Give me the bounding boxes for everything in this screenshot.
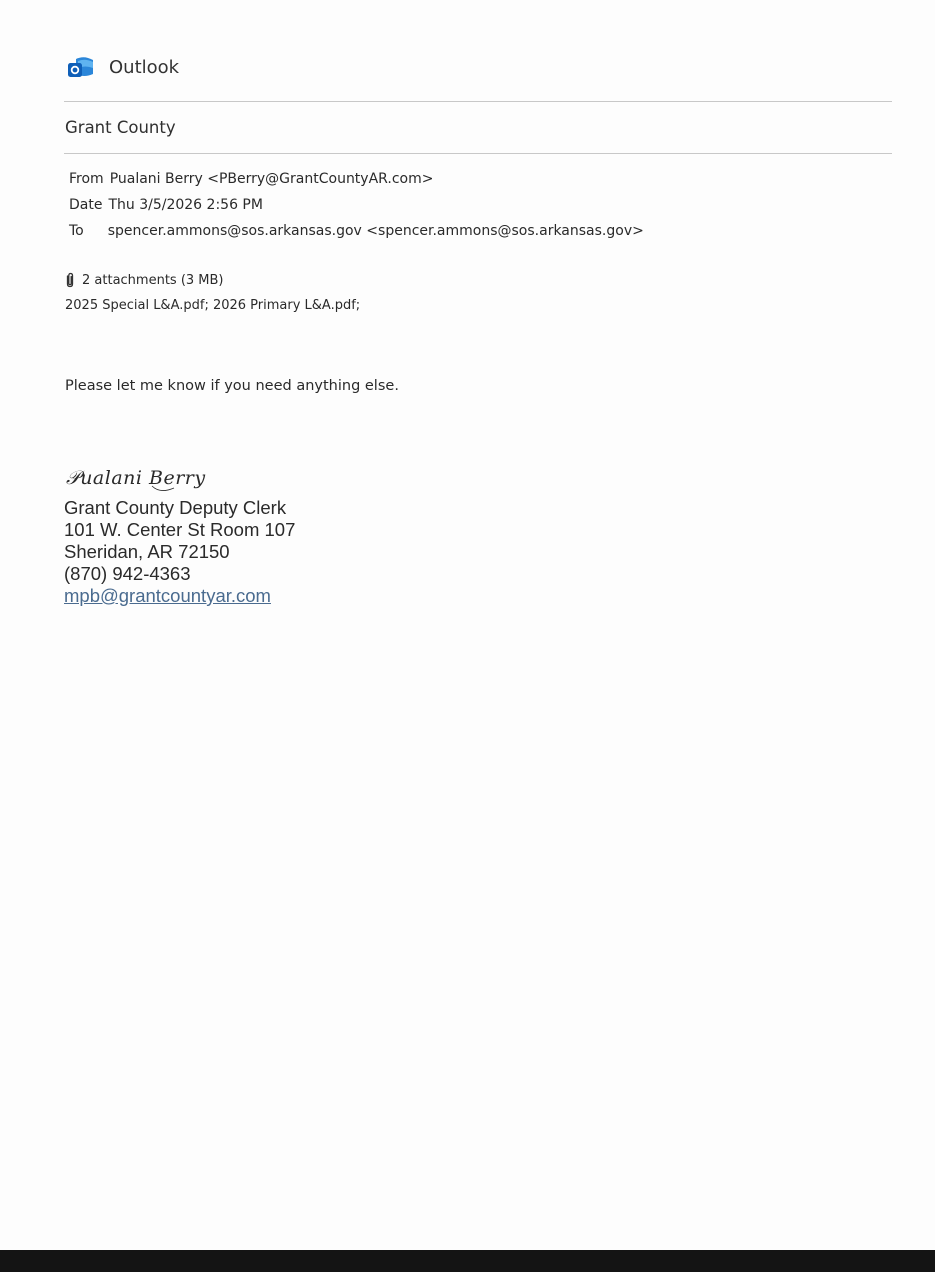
signature-address-line1: 101 W. Center St Room 107	[64, 519, 296, 540]
email-body: Please let me know if you need anything else.	[65, 378, 399, 394]
signature-phone: (870) 942-4363	[64, 563, 191, 584]
from-row	[69, 171, 433, 187]
date-label: Date	[69, 197, 103, 213]
outlook-logo-icon	[66, 52, 96, 82]
signature-address-line2: Sheridan, AR 72150	[64, 541, 230, 562]
to-label: To	[69, 223, 84, 239]
bottom-bar	[0, 1250, 935, 1272]
subject-divider	[64, 153, 892, 154]
signature-block	[64, 497, 295, 607]
app-name: Outlook	[109, 56, 180, 78]
date-row	[69, 197, 263, 213]
from-value: Pualani Berry <PBerry@GrantCountyAR.com>	[109, 171, 434, 187]
date-value: Thu 3/5/2026 2:56 PM	[108, 197, 263, 213]
to-row	[69, 223, 644, 239]
app-header	[66, 52, 179, 82]
email-subject: Grant County	[65, 118, 176, 137]
attachments-summary[interactable]	[64, 272, 224, 288]
header-divider	[64, 101, 892, 102]
svg-text:𝒫ualani 𝐵erry: 𝒫ualani 𝐵erry	[66, 467, 206, 489]
signature-title: Grant County Deputy Clerk	[64, 497, 287, 518]
attachments-count: 2 attachments (3 MB)	[82, 272, 224, 288]
to-value: spencer.ammons@sos.arkansas.gov <spencer.ammons@sos.arkansas.gov>	[107, 223, 644, 239]
handwritten-signature	[64, 462, 214, 496]
attachment-file-list[interactable]: 2025 Special L&A.pdf; 2026 Primary L&A.pdf;	[65, 298, 361, 313]
paperclip-icon	[64, 272, 76, 288]
signature-email-link[interactable]: mpb@grantcountyar.com	[64, 585, 271, 606]
from-label: From	[69, 171, 104, 187]
